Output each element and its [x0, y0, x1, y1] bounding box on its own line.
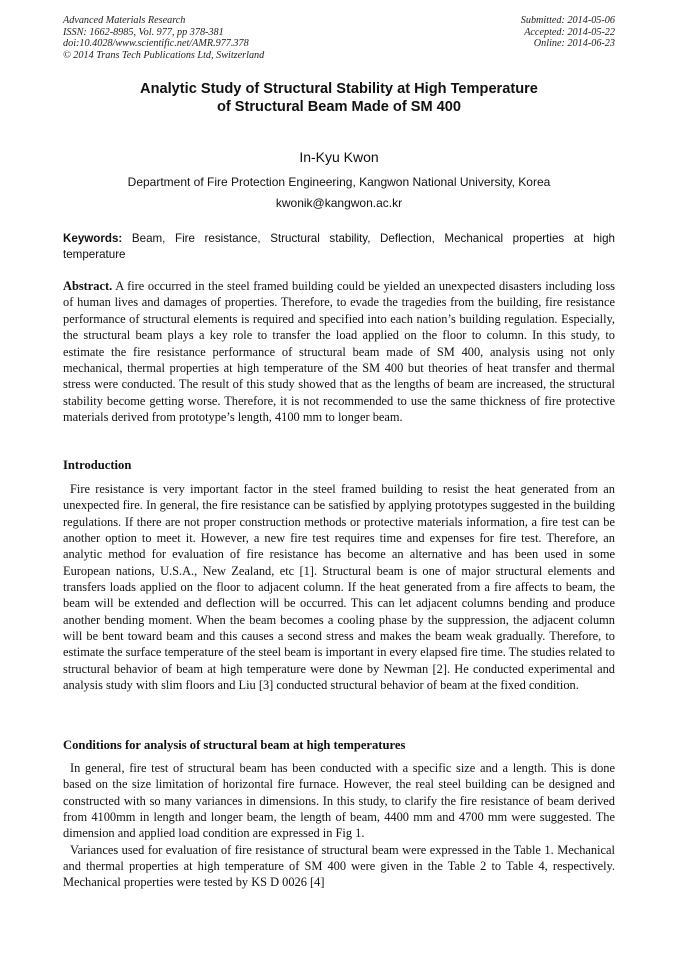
conditions-paragraph-2: Variances used for evaluation of fire resistance of structural beam were expressed in the Table 1. Mechanical and thermal properties at high temperature of SM 400 were given in the Table 2 to Table 4, respectively. Mechanical properties were tested by KS D 0026 [4] [63, 842, 615, 890]
online-date: Online: 2014-06-23 [533, 38, 615, 50]
journal-issn: ISSN: 1662-8985, Vol. 977, pp 378-381 [63, 26, 224, 38]
conditions-paragraph-1: In general, fire test of structural beam has been conducted with a specific size and a length. This is done based on the size limitation of horizontal fire furnace. However, the real steel building can be designed and constructed with so many variances in dimensions. In this study, to clarify the fire resistance of beam derived from 4100mm in length and longer beam, the length of beam, 4400 mm and 4700 mm were suggested. The dimension and applied load condition are expressed in Fig 1. [63, 761, 615, 841]
paper-title-line-1: Analytic Study of Structural Stability at High Temperature [140, 81, 538, 97]
author-affiliation: Department of Fire Protection Engineering, Kangwon National University, Korea [127, 175, 551, 189]
accepted-date: Accepted: 2014-05-22 [524, 26, 615, 38]
journal-copyright: © 2014 Trans Tech Publications Ltd, Switzerland [63, 49, 265, 61]
author-name: In-Kyu Kwon [299, 149, 379, 165]
abstract-text: A fire occurred in the steel framed building could be yielded an unexpected disasters including loss of human lives and damages of properties. Therefore, to evade the tragedies from the building, fire resistance performance of structural elements is required and specified into each nation’s building regulation. Especially, the structural beam plays a key role to transfer the load applied on the floor to column. In this study, to estimate the fire resistance performance of structural beam made of SM 400, analysis using not only mechanical, thermal properties at high temperature of the SM 400 but theories of heat transfer and thermal stress were conducted. The result of this study showed that as the lengths of beam are increased, the structural stability become getting worse. Therefore, it is not recommended to use the same thickness of fire protective materials derived from prototype’s length, 4100 mm to longer beam. [63, 279, 615, 425]
abstract [63, 278, 615, 426]
paper-title-line-2: of Structural Beam Made of SM 400 [216, 98, 462, 115]
journal-info [63, 15, 264, 61]
conditions-heading: Conditions for analysis of structural beam at high temperatures [63, 738, 406, 752]
keywords [63, 231, 615, 263]
submission-dates [521, 15, 615, 50]
introduction-paragraph: Fire resistance is very important factor in the steel framed building to resist the heat generated from an unexpected fire. In general, the fire resistance can be satisfied by applying prototypes suggested in the building regulations. If there are not proper construction methods or protective materials information, a fire test can be another option to meet it. However, a new fire test requires time and expenses for fire test. Therefore, an analytic method for evaluation of fire resistance has become an alternative and has been used in some European nations, U.S.A., New Zealand, etc [1]. Structural beam is one of major structural elements and transfers loads applied on the floor to adjacent column. If the heat generated from a fire affects to beam, the beam will be extended and deflection will be occurred. This can let adjacent columns bending and produce another bending moment. When the beam becomes a cooling phase by the suppression, the adjacent column will be bent toward beam and this causes a second stress and makes the beam weak gradually. Therefore, to estimate the surface temperature of the steel beam is important in every elapsed fire time. The studies related to structural behavior of beam at high temperature were done by Newman [2]. He conducted experimental and analysis study with slim floors and Liu [3] conducted structural behavior of beam at the fixed condition. [63, 482, 615, 693]
conditions-body [63, 760, 615, 891]
submitted-date: Submitted: 2014-05-06 [520, 15, 615, 26]
introduction-heading: Introduction [63, 458, 132, 472]
introduction-body [63, 481, 615, 693]
author-email: kwonik@kangwon.ac.kr [275, 196, 403, 210]
abstract-label: Abstract. [63, 279, 113, 293]
keywords-text: Beam, Fire resistance, Structural stability, Deflection, Mechanical properties at high temperature [63, 232, 615, 261]
keywords-label: Keywords: [63, 232, 123, 245]
paper-title [63, 81, 615, 116]
journal-name: Advanced Materials Research [63, 15, 186, 26]
journal-doi: doi:10.4028/www.scientific.net/AMR.977.378 [63, 38, 249, 50]
